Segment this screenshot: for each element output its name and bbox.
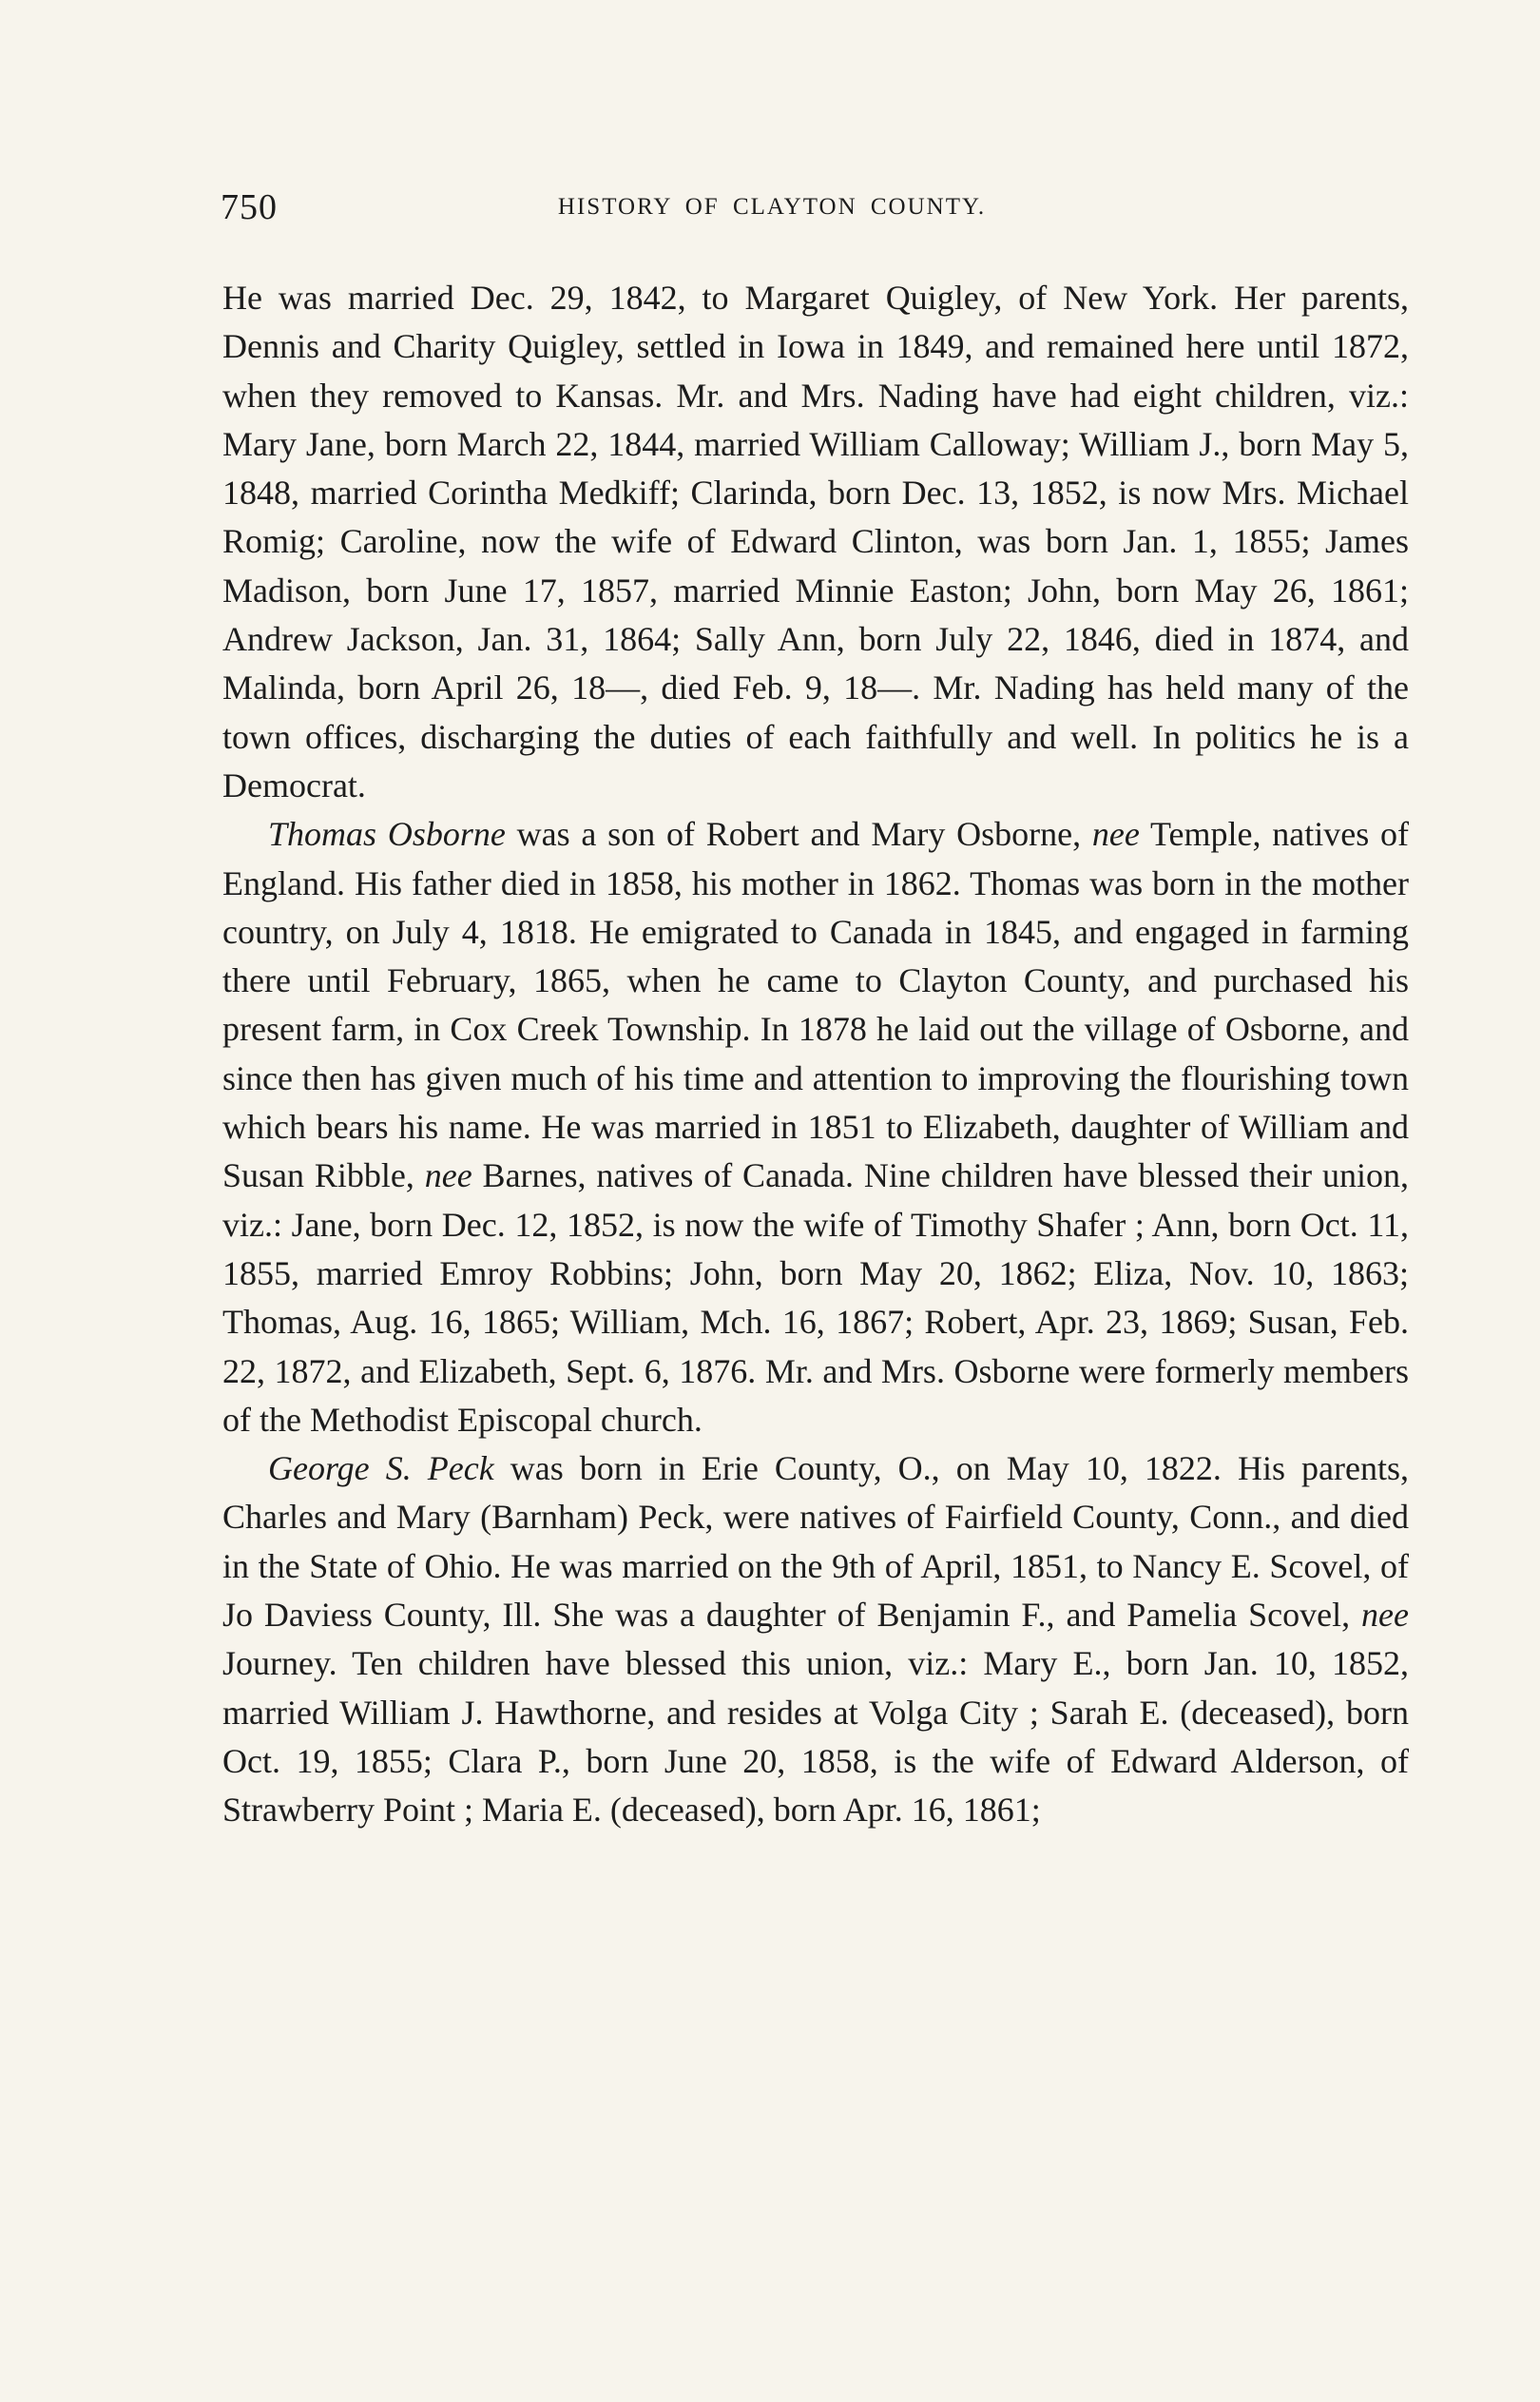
person-name-thomas-osborne: Thomas Osborne [268, 815, 506, 854]
nee-italic: nee [424, 1156, 472, 1195]
person-name-george-peck: George S. Peck [268, 1449, 494, 1488]
paragraph-peck-part2: Journey. Ten children have blessed this union, viz.: Mary E., born Jan. 10, 1852, married William J. Hawthorne, and resides at Volga City ; Sarah E. (deceased), born Oct. 19, 1855; Clara P., born June 20, 1858, is the wife of Edward Alderson, of Strawberry Point ; Maria E. (deceased), born Apr. 16, 1861; [222, 1644, 1409, 1830]
body-text [222, 274, 1409, 1835]
paragraph-osborne-part2: Temple, natives of England. His father died in 1858, his mother in 1862. Thomas was born in the mother country, on July 4, 1818. He emigrated to Canada in 1845, and engaged in farming there until February, 1865, when he came to Clayton County, and purchased his present farm, in Cox Creek Township. In 1878 he laid out the village of Osborne, and since then has given much of his time and attention to improving the flourishing town which bears his name. He was married in 1851 to Elizabeth, daughter of William and Susan Ribble, [222, 815, 1409, 1195]
page-header [221, 186, 1323, 234]
paragraph-osborne-part3: Barnes, natives of Canada. Nine children have blessed their union, viz.: Jane, born Dec. 12, 1852, is now the wife of Timothy Shafer ; Ann, born Oct. 11, 1855, married Emroy Robbins; John, born May 20, 1862; Eliza, Nov. 10, 1863; Thomas, Aug. 16, 1865; William, Mch. 16, 1867; Robert, Apr. 23, 1869; Susan, Feb. 22, 1872, and Elizabeth, Sept. 6, 1876. Mr. and Mrs. Osborne were formerly members of the Methodist Episcopal church. [222, 1156, 1409, 1439]
paragraph-osborne [222, 810, 1409, 1444]
nee-italic: nee [1361, 1596, 1409, 1635]
paragraph-peck-part1: was born in Erie County, O., on May 10, 1822. His parents, Charles and Mary (Barnham) Peck, were natives of Fairfield County, Conn., and died in the State of Ohio. He was married on the 9th of April, 1851, to Nancy E. Scovel, of Jo Daviess County, Ill. She was a daughter of Benjamin F., and Pamelia Scovel, [222, 1449, 1409, 1635]
paragraph-peck [222, 1444, 1409, 1834]
nee-italic: nee [1091, 815, 1140, 854]
running-title: HISTORY OF CLAYTON COUNTY. [557, 194, 987, 220]
page-number: 750 [221, 187, 278, 227]
paragraph-osborne-part1: was a son of Robert and Mary Osborne, [505, 815, 1092, 854]
paragraph-nading: He was married Dec. 29, 1842, to Margaret Quigley, of New York. Her parents, Dennis and Charity Quigley, settled in Iowa in 1849, and remained here until 1872, when they removed to Kansas. Mr. and Mrs. Nading have had eight children, viz.: Mary Jane, born March 22, 1844, married William Calloway; William J., born May 5, 1848, married Corintha Medkiff; Clarinda, born Dec. 13, 1852, is now Mrs. Michael Romig; Caroline, now the wife of Edward Clinton, was born Jan. 1, 1855; James Madison, born June 17, 1857, married Minnie Easton; John, born May 26, 1861; Andrew Jackson, Jan. 31, 1864; Sally Ann, born July 22, 1846, died in 1874, and Malinda, born April 26, 18—, died Feb. 9, 18—. Mr. Nading has held many of the town offices, discharging the duties of each faithfully and well. In politics he is a Democrat. [222, 279, 1409, 804]
